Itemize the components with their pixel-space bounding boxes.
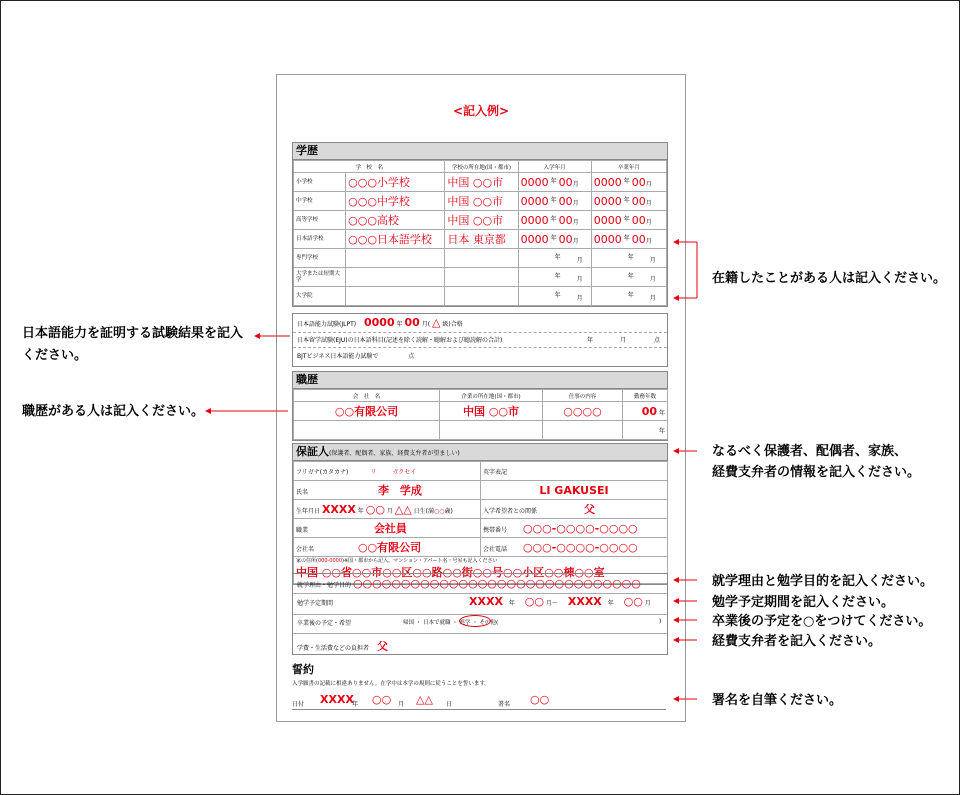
col-entry-date: 入学年月 bbox=[518, 161, 591, 173]
school-type: 日本語学校 bbox=[294, 230, 346, 249]
school-name: ○○○日本語学校 bbox=[348, 233, 432, 246]
entry-month-unit: 月 bbox=[572, 237, 579, 245]
grad-year-unit: 年 bbox=[623, 177, 630, 185]
entry-year: 0000 bbox=[520, 213, 549, 227]
oath-text: 入学願書の記載に相違ありません。在学中は本学の規則に従うことを誓います。 bbox=[292, 681, 490, 687]
tests-annotation-2: ください。 bbox=[22, 348, 88, 363]
work-year-unit-2: 年 bbox=[658, 427, 665, 435]
col-job-content: 仕事の内容 bbox=[543, 390, 623, 402]
school-location: 日本 東京都 bbox=[447, 233, 506, 246]
company-tel-label: 会社電話 bbox=[483, 545, 508, 553]
entry-year: 0000 bbox=[520, 232, 549, 246]
entry-month-unit: 月 bbox=[576, 275, 583, 283]
entry-month-unit: 月 bbox=[572, 199, 579, 207]
mobile-label: 携帯番号 bbox=[483, 526, 508, 534]
school-name: ○○○中学校 bbox=[348, 195, 410, 208]
entry-year-unit: 年 bbox=[554, 253, 561, 261]
oath-month-unit: 月 bbox=[398, 701, 405, 708]
birth-label: 生年月日 bbox=[296, 507, 321, 515]
school-location: 中国 ○○市 bbox=[447, 195, 504, 208]
school-location: 中国 ○○市 bbox=[447, 214, 504, 227]
school-name: ○○○小学校 bbox=[348, 176, 410, 189]
jlpt-year-unit: 年 bbox=[396, 321, 403, 328]
entry-year-unit: 年 bbox=[550, 196, 557, 204]
col-school-name: 学 校 名 bbox=[294, 161, 445, 173]
eju-year: 年 bbox=[587, 337, 594, 344]
work-year-unit: 年 bbox=[658, 409, 665, 417]
grad-year-unit: 年 bbox=[627, 272, 634, 280]
bjt-point: 点 bbox=[408, 353, 415, 360]
entry-month: 00 bbox=[558, 232, 573, 246]
eju-point: 点 bbox=[654, 337, 661, 344]
form-title: <記入例> bbox=[452, 104, 510, 118]
period-from-month: ○○ bbox=[524, 595, 544, 608]
payer: 父 bbox=[376, 640, 388, 653]
address-label: 家の住所( bbox=[296, 558, 318, 564]
entry-month: 00 bbox=[558, 175, 573, 189]
col-years: 勤務年数 bbox=[623, 390, 668, 402]
entry-month-unit: 月 bbox=[576, 294, 583, 302]
school-type: 専門学校 bbox=[294, 249, 346, 268]
grad-year: 0000 bbox=[593, 232, 622, 246]
guarantor-english-name: LI GAKUSEI bbox=[539, 483, 609, 497]
school-location: 中国 ○○市 bbox=[447, 176, 504, 189]
grad-month: 00 bbox=[631, 213, 646, 227]
grad-month-unit: 月 bbox=[645, 237, 652, 245]
birth-day-unit: 日生(満 bbox=[413, 507, 434, 515]
jlpt-year: 0000 bbox=[364, 316, 395, 329]
furigana-label: フリガナ(カタカナ) bbox=[296, 468, 349, 476]
school-type: 高等学校 bbox=[294, 211, 346, 230]
entry-year: 0000 bbox=[520, 194, 549, 208]
period-to-year-unit: 年 bbox=[607, 600, 614, 607]
work-heading: 職歴 bbox=[293, 372, 667, 389]
grad-month-unit: 月 bbox=[649, 275, 656, 283]
school-type: 小学校 bbox=[294, 173, 346, 192]
entry-month-unit: 月 bbox=[576, 256, 583, 264]
work-annotation: 職歴がある人は記入ください。 bbox=[22, 404, 205, 419]
period-annotation: 勉学予定期間を記入ください。 bbox=[712, 595, 895, 610]
payer-label: 学費・生活費などの負担者 bbox=[297, 645, 370, 652]
job-label: 職業 bbox=[296, 527, 309, 534]
guarantor-mobile: ○○○-○○○○-○○○○ bbox=[522, 521, 638, 535]
birth-year: XXXX bbox=[321, 502, 356, 516]
entry-month-unit: 月 bbox=[572, 218, 579, 226]
company-label: 会社名 bbox=[296, 546, 315, 553]
birth-month: ○○ bbox=[365, 502, 385, 516]
guarantor-job: 会社員 bbox=[373, 522, 407, 535]
grad-year-unit: 年 bbox=[623, 196, 630, 204]
guarantor-note: (保護者、配偶者、家族、経費支弁者が望ましい) bbox=[329, 450, 460, 457]
school-type: 大学または短期大学 bbox=[294, 268, 346, 287]
grad-year-unit: 年 bbox=[627, 253, 634, 261]
entry-month: 00 bbox=[558, 213, 573, 227]
entry-year-unit: 年 bbox=[554, 291, 561, 299]
period-from-year-unit: 年 bbox=[508, 600, 515, 607]
grad-month: 00 bbox=[631, 232, 646, 246]
payer-annotation: 経費支弁者を記入ください。 bbox=[712, 634, 882, 649]
period-from-month-unit: 月〜 bbox=[545, 600, 558, 607]
entry-month: 00 bbox=[558, 194, 573, 208]
entry-month-unit: 月 bbox=[572, 180, 579, 188]
period-to-month-unit: 月 bbox=[644, 600, 651, 607]
relation: 父 bbox=[583, 503, 595, 516]
work-location: 中国 ○○市 bbox=[462, 405, 520, 418]
guarantor-name: 李 学成 bbox=[377, 484, 422, 497]
purpose-annotation: 就学理由と勉学目的を記入ください。 bbox=[712, 574, 934, 589]
grad-year-unit: 年 bbox=[627, 291, 634, 299]
grad-month-unit: 月 bbox=[649, 294, 656, 302]
bjt-label: BJTビジネス日本語能力試験で bbox=[297, 353, 379, 360]
eju-label: 日本留学試験(EJU)の日本語科目(記述を除く読解・聴解および聴読解の合計) bbox=[297, 337, 503, 344]
grad-year: 0000 bbox=[593, 175, 622, 189]
sign-label: 署名 bbox=[498, 701, 511, 708]
after-annotation: 卒業後の予定を○をつけてください。 bbox=[712, 614, 932, 629]
school-type: 大学院 bbox=[294, 287, 346, 306]
tests-annotation-1: 日本語能力を証明する試験結果を記入 bbox=[22, 326, 244, 341]
english-label: 英字表記 bbox=[483, 468, 508, 476]
grad-year-unit: 年 bbox=[623, 234, 630, 242]
relation-label: 入学希望者との関係 bbox=[483, 508, 538, 515]
education-heading: 学歴 bbox=[293, 143, 667, 160]
work-company: ○○有限公司 bbox=[334, 405, 399, 418]
entry-year-unit: 年 bbox=[550, 215, 557, 223]
education-annotation: 在籍したことがある人は記入ください。 bbox=[712, 271, 947, 286]
age-unit: 歳) bbox=[444, 507, 453, 515]
purpose-value: ○○○○○○○○○○○○○○○○○○○○○○○○○○○○○○ bbox=[352, 577, 641, 590]
col-graduation-date: 卒業年月 bbox=[591, 161, 666, 173]
sign-annotation: 署名を自筆ください。 bbox=[712, 693, 843, 708]
jlpt-suffix: 級)合格 bbox=[442, 321, 463, 328]
guarantor-company-tel: ○○○-○○○○-○○○○ bbox=[522, 540, 638, 554]
guarantor-annotation-2: 経費支弁者の情報を記入ください。 bbox=[712, 465, 921, 480]
oath-year: XXXX bbox=[320, 693, 354, 706]
oath-sign: ○○ bbox=[530, 693, 550, 706]
after-close: ) bbox=[659, 618, 662, 625]
work-years: 00 bbox=[641, 404, 658, 418]
jlpt-month-unit: 月( bbox=[421, 321, 431, 328]
birth-month-unit: 月 bbox=[386, 507, 393, 515]
work-job: ○○○○ bbox=[563, 404, 602, 418]
period-from-year: XXXX bbox=[469, 595, 503, 608]
period-to-month: ○○ bbox=[623, 595, 643, 608]
furigana-1: リ bbox=[370, 468, 377, 476]
oath-month: ○○ bbox=[372, 693, 392, 706]
period-to-year: XXXX bbox=[567, 595, 602, 608]
birth-day: △△ bbox=[394, 502, 412, 516]
oath-heading: 誓約 bbox=[292, 663, 314, 676]
age: ○○ bbox=[433, 507, 445, 515]
birth-year-unit: 年 bbox=[357, 507, 364, 515]
grad-year: 0000 bbox=[593, 194, 622, 208]
address-zip: 000-0000 bbox=[317, 558, 343, 564]
col-company: 会 社 名 bbox=[294, 390, 440, 402]
date-label: 日付 bbox=[292, 701, 305, 708]
grad-month-unit: 月 bbox=[649, 256, 656, 264]
oath-year-unit: 年 bbox=[352, 701, 359, 708]
address-note: )※国・都市から記入。マンション・アパート名・号室も記入ください bbox=[342, 558, 498, 564]
entry-year-unit: 年 bbox=[550, 177, 557, 185]
purpose-label: 就学理由・勉学目的 bbox=[297, 582, 352, 589]
oath-day-unit: 日 bbox=[446, 701, 453, 708]
guarantor-address: 中国 ○○省○○市○○区○○路○○街○○号○○小区○○棟○○室 bbox=[296, 566, 605, 579]
after-label: 卒業後の予定・希望 bbox=[297, 620, 352, 627]
grad-month-unit: 月 bbox=[645, 199, 652, 207]
col-company-location: 企業の所在地(国・都市) bbox=[440, 390, 543, 402]
grad-year-unit: 年 bbox=[623, 215, 630, 223]
name-label: 氏名 bbox=[296, 489, 309, 496]
entry-year-unit: 年 bbox=[550, 234, 557, 242]
guarantor-annotation-1: なるべく保護者、配偶者、家族、 bbox=[712, 444, 908, 459]
grad-month: 00 bbox=[631, 175, 646, 189]
guarantor-company: ○○有限公司 bbox=[357, 541, 422, 554]
guarantor-title: 保証人 bbox=[296, 445, 329, 458]
jlpt-label: 日本語能力試験(JLPT) bbox=[297, 321, 357, 328]
after-options: 帰国 ・ 日本で就職 ・ 進学 ・ その他( bbox=[403, 620, 499, 626]
grad-month: 00 bbox=[631, 194, 646, 208]
school-type: 中学校 bbox=[294, 192, 346, 211]
entry-year-unit: 年 bbox=[554, 272, 561, 280]
period-label: 勉学予定期間 bbox=[297, 600, 334, 607]
school-name: ○○○高校 bbox=[348, 214, 399, 227]
jlpt-level: △ bbox=[431, 316, 441, 329]
grad-year: 0000 bbox=[593, 213, 622, 227]
eju-month: 月 bbox=[620, 337, 627, 344]
grad-month-unit: 月 bbox=[645, 218, 652, 226]
oath-day: △△ bbox=[416, 693, 433, 706]
furigana-2: ガクセイ bbox=[392, 468, 417, 476]
jlpt-month: 00 bbox=[404, 316, 420, 329]
entry-year: 0000 bbox=[520, 175, 549, 189]
grad-month-unit: 月 bbox=[645, 180, 652, 188]
col-school-location: 学校の所在地(国・都市) bbox=[445, 161, 518, 173]
